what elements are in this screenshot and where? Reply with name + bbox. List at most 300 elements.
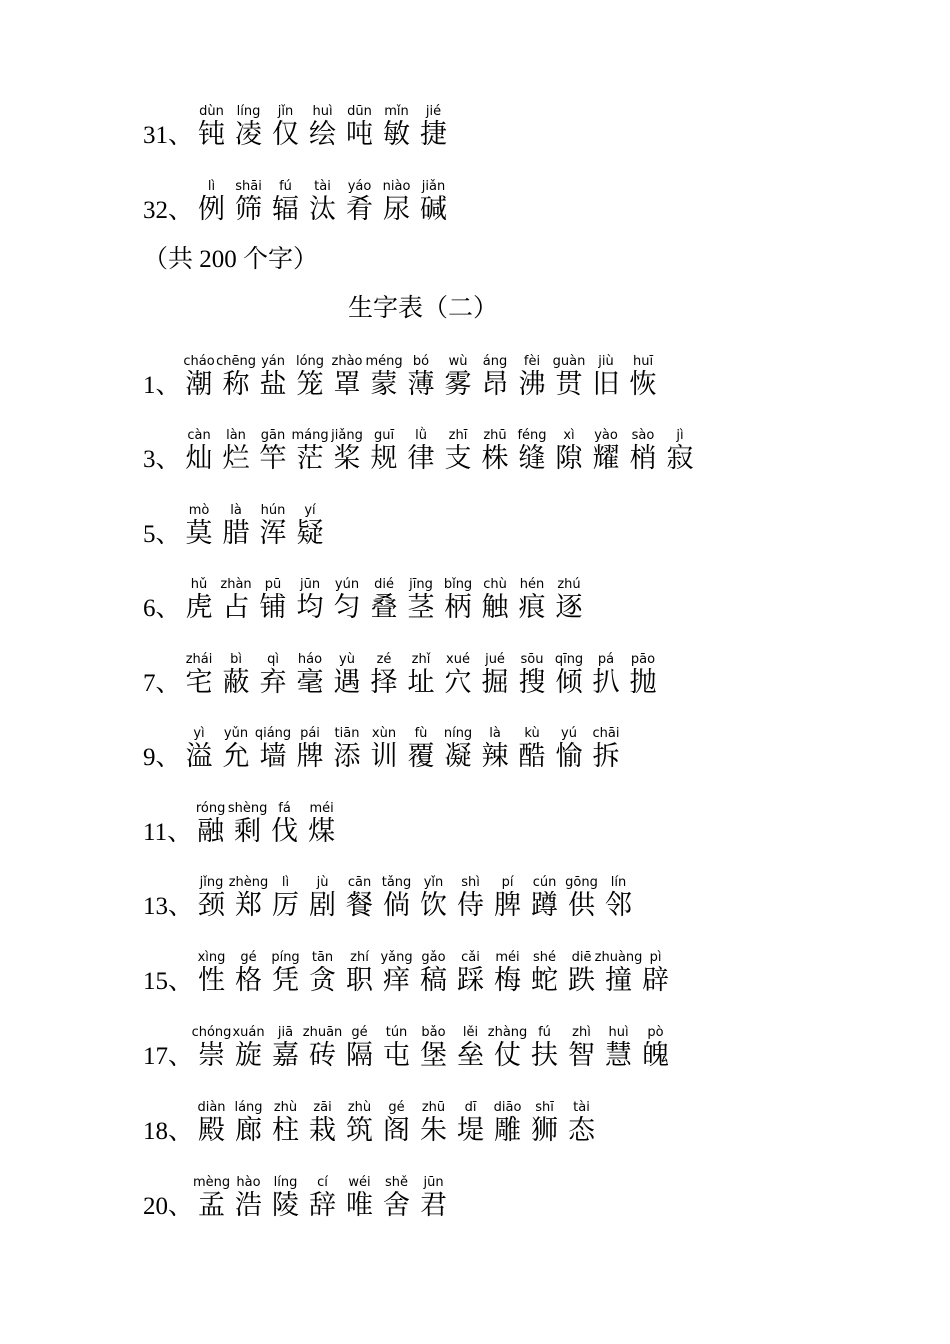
pinyin: niào xyxy=(382,179,411,194)
hanzi: 餐 xyxy=(346,890,374,921)
hanzi: 仗 xyxy=(494,1040,522,1071)
pinyin: jiù xyxy=(598,354,614,369)
pinyin: jīng xyxy=(409,577,433,592)
pinyin: wù xyxy=(448,354,468,369)
char-cell xyxy=(267,105,304,150)
char-cell xyxy=(452,876,489,921)
hanzi: 捷 xyxy=(420,119,448,150)
char-cell xyxy=(341,876,378,921)
char-cell xyxy=(625,429,662,474)
pinyin: jiǎn xyxy=(421,179,446,194)
hanzi: 垒 xyxy=(457,1040,485,1071)
hanzi: 脾 xyxy=(494,890,522,921)
pinyin: lǜ xyxy=(415,428,427,443)
char-cell xyxy=(415,180,452,225)
hanzi: 址 xyxy=(407,667,435,698)
hanzi: 绘 xyxy=(309,119,337,150)
char-cell xyxy=(440,355,477,400)
pinyin: líng xyxy=(273,1175,298,1190)
pinyin: jì xyxy=(676,428,684,443)
row-chars xyxy=(181,727,625,772)
pinyin: yào xyxy=(594,428,618,443)
hanzi: 寂 xyxy=(666,443,694,474)
hanzi: 添 xyxy=(333,741,361,772)
char-cell xyxy=(218,578,255,623)
hanzi: 匀 xyxy=(333,592,361,623)
pinyin: fù xyxy=(414,726,428,741)
hanzi: 隙 xyxy=(555,443,583,474)
char-cell xyxy=(230,951,267,996)
hanzi: 痕 xyxy=(518,592,546,623)
hanzi: 性 xyxy=(198,965,226,996)
pinyin: bǎo xyxy=(421,1025,446,1040)
hanzi: 雕 xyxy=(494,1115,522,1146)
pinyin: lěi xyxy=(462,1025,479,1040)
hanzi: 剩 xyxy=(234,816,262,847)
char-cell xyxy=(625,355,662,400)
char-row xyxy=(143,180,452,225)
pinyin: lì xyxy=(281,875,290,890)
char-cell xyxy=(378,1026,415,1071)
row-chars xyxy=(193,180,452,225)
hanzi: 蒙 xyxy=(370,369,398,400)
pinyin: là xyxy=(230,503,242,518)
char-cell xyxy=(230,1026,267,1071)
char-cell xyxy=(452,1101,489,1146)
hanzi: 柄 xyxy=(444,592,472,623)
hanzi: 仅 xyxy=(272,119,300,150)
hanzi: 魄 xyxy=(642,1040,670,1071)
char-cell xyxy=(526,876,563,921)
hanzi: 辞 xyxy=(309,1190,337,1221)
char-cell xyxy=(292,727,329,772)
pinyin: bǐng xyxy=(443,577,473,592)
hanzi: 潮 xyxy=(185,369,213,400)
char-cell xyxy=(292,355,329,400)
pinyin: háo xyxy=(297,652,323,667)
hanzi: 唯 xyxy=(346,1190,374,1221)
row-number: 1、 xyxy=(143,372,181,399)
char-cell xyxy=(230,876,267,921)
char-cell xyxy=(563,876,600,921)
row-number: 11、 xyxy=(143,819,193,846)
char-cell xyxy=(255,504,292,549)
hanzi: 腊 xyxy=(222,518,250,549)
pinyin: gān xyxy=(260,428,286,443)
char-cell xyxy=(341,951,378,996)
hanzi: 择 xyxy=(370,667,398,698)
hanzi: 筛 xyxy=(235,194,263,225)
pinyin: líng xyxy=(236,104,261,119)
pinyin: bì xyxy=(230,652,242,667)
char-cell xyxy=(526,1026,563,1071)
hanzi: 贯 xyxy=(555,369,583,400)
pinyin: cǎi xyxy=(461,950,480,965)
hanzi: 宅 xyxy=(185,667,213,698)
char-cell xyxy=(366,578,403,623)
row-chars xyxy=(193,1101,600,1146)
hanzi: 态 xyxy=(568,1115,596,1146)
char-cell xyxy=(563,1026,600,1071)
char-cell xyxy=(514,429,551,474)
char-cell xyxy=(267,1176,304,1221)
hanzi: 愉 xyxy=(555,741,583,772)
row-chars xyxy=(181,653,662,698)
hanzi: 覆 xyxy=(407,741,435,772)
pinyin: fèi xyxy=(523,354,541,369)
pinyin: pá xyxy=(597,652,615,667)
char-cell xyxy=(218,653,255,698)
char-cell xyxy=(341,1101,378,1146)
row-chars xyxy=(193,951,674,996)
pinyin: áng xyxy=(482,354,508,369)
char-row xyxy=(143,504,329,549)
hanzi: 毫 xyxy=(296,667,324,698)
char-cell xyxy=(304,1026,341,1071)
pinyin: yí xyxy=(304,503,316,518)
char-cell xyxy=(329,653,366,698)
char-cell xyxy=(588,355,625,400)
char-row xyxy=(143,951,674,996)
hanzi: 蔽 xyxy=(222,667,250,698)
hanzi: 邻 xyxy=(605,890,633,921)
hanzi: 疑 xyxy=(296,518,324,549)
char-cell xyxy=(551,429,588,474)
hanzi: 铺 xyxy=(259,592,287,623)
char-cell xyxy=(304,876,341,921)
pinyin: zhī xyxy=(448,428,468,443)
char-cell xyxy=(514,653,551,698)
char-cell xyxy=(181,727,218,772)
char-cell xyxy=(193,1176,230,1221)
pinyin: róng xyxy=(195,801,226,816)
pinyin: zāi xyxy=(313,1100,332,1115)
pinyin: dī xyxy=(464,1100,477,1115)
pinyin: tài xyxy=(573,1100,590,1115)
pinyin: cān xyxy=(347,875,372,890)
char-cell xyxy=(304,105,341,150)
row-number: 7、 xyxy=(143,670,181,697)
char-cell xyxy=(415,1026,452,1071)
hanzi: 痒 xyxy=(383,965,411,996)
char-cell xyxy=(193,105,230,150)
pinyin: méi xyxy=(495,950,520,965)
hanzi: 虎 xyxy=(185,592,213,623)
char-cell xyxy=(218,355,255,400)
char-row xyxy=(143,578,588,623)
char-cell xyxy=(230,180,267,225)
pinyin: fá xyxy=(278,801,291,816)
hanzi: 竿 xyxy=(259,443,287,474)
hanzi: 桨 xyxy=(333,443,361,474)
hanzi: 称 xyxy=(222,369,250,400)
hanzi: 茫 xyxy=(296,443,324,474)
char-row xyxy=(143,429,699,474)
char-cell xyxy=(489,876,526,921)
char-cell xyxy=(292,578,329,623)
char-cell xyxy=(366,727,403,772)
char-cell xyxy=(267,1101,304,1146)
pinyin: tān xyxy=(311,950,334,965)
char-cell xyxy=(230,105,267,150)
hanzi: 律 xyxy=(407,443,435,474)
hanzi: 扶 xyxy=(531,1040,559,1071)
pinyin: yán xyxy=(261,354,285,369)
hanzi: 殿 xyxy=(198,1115,226,1146)
char-cell xyxy=(378,105,415,150)
pinyin: méi xyxy=(309,801,334,816)
hanzi: 碱 xyxy=(420,194,448,225)
char-cell xyxy=(193,1026,230,1071)
pinyin: pū xyxy=(264,577,282,592)
char-cell xyxy=(477,653,514,698)
pinyin: xìng xyxy=(197,950,226,965)
char-cell xyxy=(303,802,340,847)
char-cell xyxy=(267,180,304,225)
char-cell xyxy=(526,951,563,996)
hanzi: 慧 xyxy=(605,1040,633,1071)
hanzi: 茎 xyxy=(407,592,435,623)
row-number: 31、 xyxy=(143,122,194,149)
pinyin: qīng xyxy=(554,652,584,667)
pinyin: jiǎng xyxy=(331,428,363,443)
hanzi: 规 xyxy=(370,443,398,474)
hanzi: 舍 xyxy=(383,1190,411,1221)
hanzi: 煤 xyxy=(308,816,336,847)
pinyin: mǐn xyxy=(384,104,409,119)
char-cell xyxy=(341,105,378,150)
char-cell xyxy=(514,578,551,623)
pinyin: yǎng xyxy=(380,950,413,965)
pinyin: hǔ xyxy=(190,577,208,592)
hanzi: 嘉 xyxy=(272,1040,300,1071)
row-number: 3、 xyxy=(143,446,181,473)
char-cell xyxy=(181,653,218,698)
hanzi: 薄 xyxy=(407,369,435,400)
pinyin: píng xyxy=(271,950,300,965)
row-chars xyxy=(181,578,588,623)
pinyin: yǐn xyxy=(423,875,444,890)
hanzi: 耀 xyxy=(592,443,620,474)
pinyin: hào xyxy=(236,1175,261,1190)
pinyin: chēng xyxy=(216,354,256,369)
pinyin: fú xyxy=(538,1025,551,1040)
hanzi: 占 xyxy=(222,592,250,623)
char-cell xyxy=(267,876,304,921)
char-cell xyxy=(341,180,378,225)
char-cell xyxy=(625,653,662,698)
pinyin: yì xyxy=(193,726,205,741)
pinyin: pì xyxy=(649,950,662,965)
hanzi: 柱 xyxy=(272,1115,300,1146)
char-cell xyxy=(230,1101,267,1146)
pinyin: gǎo xyxy=(421,950,446,965)
hanzi: 溢 xyxy=(185,741,213,772)
hanzi: 掘 xyxy=(481,667,509,698)
hanzi: 灿 xyxy=(185,443,213,474)
pinyin: dùn xyxy=(199,104,224,119)
hanzi: 允 xyxy=(222,741,250,772)
char-cell xyxy=(600,1026,637,1071)
char-cell xyxy=(489,1026,526,1071)
hanzi: 莫 xyxy=(185,518,213,549)
char-cell xyxy=(477,355,514,400)
hanzi: 笼 xyxy=(296,369,324,400)
char-cell xyxy=(366,653,403,698)
char-row xyxy=(143,1101,600,1146)
char-cell xyxy=(415,951,452,996)
char-cell xyxy=(304,180,341,225)
hanzi: 辐 xyxy=(272,194,300,225)
hanzi: 穴 xyxy=(444,667,472,698)
pinyin: máng xyxy=(291,428,329,443)
pinyin: shèng xyxy=(227,801,268,816)
pinyin: shāi xyxy=(235,179,262,194)
char-cell xyxy=(403,578,440,623)
pinyin: níng xyxy=(443,726,473,741)
char-cell xyxy=(181,355,218,400)
char-cell xyxy=(329,578,366,623)
pinyin: zhì xyxy=(572,1025,591,1040)
hanzi: 栽 xyxy=(309,1115,337,1146)
char-cell xyxy=(181,429,218,474)
row-chars xyxy=(193,105,452,150)
pinyin: zhèng xyxy=(228,875,269,890)
row-chars xyxy=(193,876,637,921)
pinyin: là xyxy=(489,726,501,741)
hanzi: 辟 xyxy=(642,965,670,996)
pinyin: lóng xyxy=(295,354,325,369)
char-cell xyxy=(366,355,403,400)
char-cell xyxy=(304,951,341,996)
char-cell xyxy=(255,653,292,698)
char-cell xyxy=(440,429,477,474)
hanzi: 廊 xyxy=(235,1115,263,1146)
char-row xyxy=(143,653,662,698)
char-cell xyxy=(218,727,255,772)
hanzi: 叠 xyxy=(370,592,398,623)
pinyin: chāi xyxy=(592,726,620,741)
hanzi: 例 xyxy=(198,194,226,225)
hanzi: 触 xyxy=(481,592,509,623)
pinyin: xùn xyxy=(371,726,397,741)
pinyin: dié xyxy=(374,577,394,592)
hanzi: 踩 xyxy=(457,965,485,996)
char-cell xyxy=(181,578,218,623)
char-cell xyxy=(292,653,329,698)
hanzi: 融 xyxy=(197,816,225,847)
hanzi: 蹲 xyxy=(531,890,559,921)
hanzi: 遇 xyxy=(333,667,361,698)
char-cell xyxy=(563,1101,600,1146)
char-cell xyxy=(594,950,643,996)
hanzi: 训 xyxy=(370,741,398,772)
pinyin: lì xyxy=(207,179,216,194)
char-cell xyxy=(193,1101,230,1146)
pinyin: huī xyxy=(632,354,654,369)
hanzi: 屯 xyxy=(383,1040,411,1071)
char-row xyxy=(143,355,662,400)
pinyin: zhuān xyxy=(302,1025,343,1040)
pinyin: yú xyxy=(561,726,577,741)
char-cell xyxy=(181,504,218,549)
hanzi: 郑 xyxy=(235,890,263,921)
hanzi: 辣 xyxy=(481,741,509,772)
pinyin: zhái xyxy=(185,652,213,667)
pinyin: fú xyxy=(279,179,292,194)
hanzi: 昂 xyxy=(481,369,509,400)
char-cell xyxy=(477,727,514,772)
pinyin: yù xyxy=(339,652,355,667)
row-number: 9、 xyxy=(143,744,181,771)
pinyin: yǔn xyxy=(223,726,249,741)
char-cell xyxy=(415,105,452,150)
hanzi: 罩 xyxy=(333,369,361,400)
pinyin: hún xyxy=(260,503,286,518)
hanzi: 凝 xyxy=(444,741,472,772)
hanzi: 隔 xyxy=(346,1040,374,1071)
hanzi: 堤 xyxy=(457,1115,485,1146)
char-cell xyxy=(255,429,292,474)
pinyin: tiān xyxy=(334,726,360,741)
char-cell xyxy=(637,1026,674,1071)
row-chars xyxy=(181,355,662,400)
hanzi: 均 xyxy=(296,592,324,623)
pinyin: mò xyxy=(188,503,210,518)
row-chars xyxy=(193,1026,674,1071)
pinyin: jiā xyxy=(277,1025,294,1040)
char-cell xyxy=(193,876,230,921)
total-note: （共 200 个字） xyxy=(143,246,319,273)
char-cell xyxy=(378,180,415,225)
hanzi: 梢 xyxy=(629,443,657,474)
pinyin: cháo xyxy=(183,354,215,369)
char-cell xyxy=(489,1101,526,1146)
hanzi: 供 xyxy=(568,890,596,921)
pinyin: jié xyxy=(425,104,442,119)
hanzi: 崇 xyxy=(198,1040,226,1071)
pinyin: chù xyxy=(483,577,507,592)
hanzi: 剧 xyxy=(309,890,337,921)
hanzi: 君 xyxy=(420,1190,448,1221)
hanzi: 搜 xyxy=(518,667,546,698)
pinyin: zé xyxy=(376,652,392,667)
char-row xyxy=(143,105,452,150)
hanzi: 弃 xyxy=(259,667,287,698)
char-row xyxy=(143,802,340,847)
char-cell xyxy=(366,429,403,474)
row-chars xyxy=(192,802,340,847)
char-cell xyxy=(329,429,366,474)
hanzi: 敏 xyxy=(383,119,411,150)
char-cell xyxy=(266,802,303,847)
pinyin: shé xyxy=(533,950,557,965)
pinyin: chóng xyxy=(191,1025,232,1040)
pinyin: féng xyxy=(517,428,547,443)
hanzi: 尿 xyxy=(383,194,411,225)
row-number: 15、 xyxy=(143,968,194,995)
char-cell xyxy=(403,355,440,400)
hanzi: 筑 xyxy=(346,1115,374,1146)
char-cell xyxy=(403,727,440,772)
pinyin: zhàn xyxy=(220,577,252,592)
pinyin: mèng xyxy=(192,1175,231,1190)
hanzi: 倘 xyxy=(383,890,411,921)
char-cell xyxy=(292,504,329,549)
pinyin: zhù xyxy=(347,1100,372,1115)
char-cell xyxy=(192,802,229,847)
hanzi: 墙 xyxy=(259,741,287,772)
